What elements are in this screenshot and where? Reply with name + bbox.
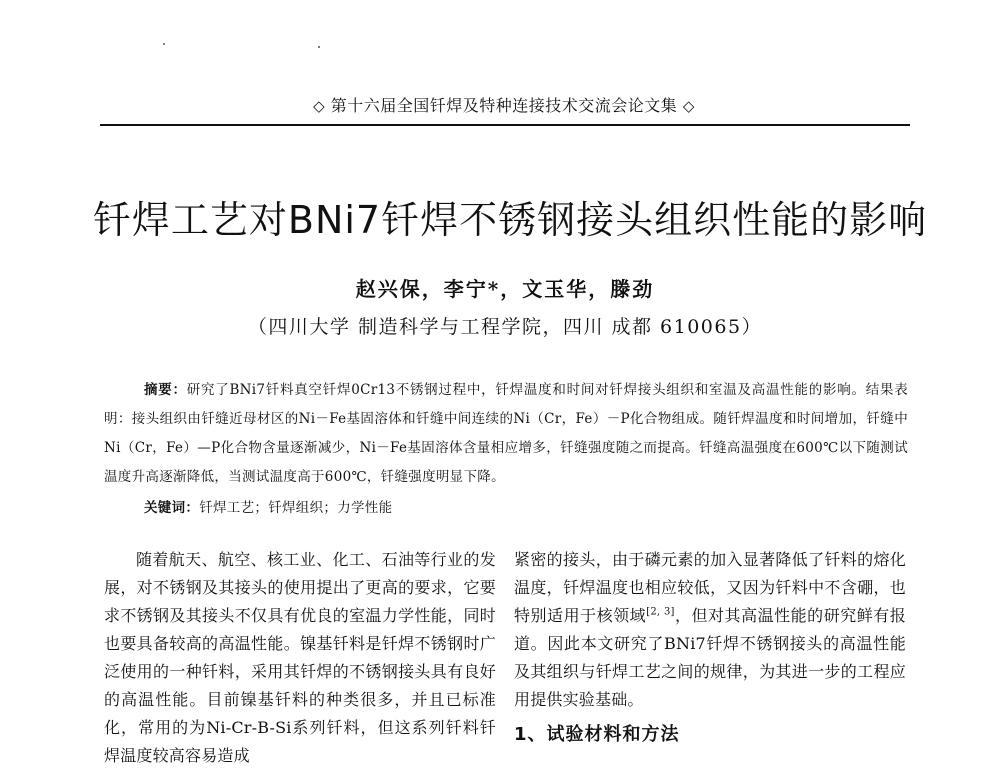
body-paragraph-continued: [514, 546, 906, 714]
reference-marker: [2, 3]: [646, 606, 675, 618]
body-column-right: [514, 546, 906, 750]
diamond-icon: ◇: [313, 97, 326, 115]
keywords-text: 钎焊工艺；钎焊组织；力学性能: [199, 500, 393, 516]
diamond-icon: ◇: [682, 97, 695, 115]
paper-title: 钎焊工艺对BNi7钎焊不锈钢接头组织性能的影响: [92, 198, 928, 242]
author-list: 赵兴保，李宁*，文玉华，滕劲: [355, 277, 655, 301]
keywords: [104, 496, 908, 520]
abstract: [104, 376, 908, 492]
scan-speck: [163, 43, 165, 45]
body-text: 紧密的接头，由于磷元素的加入显著降低了钎料的熔化温度，钎焊温度也相应较低，又因为钎料中不含硼，也特别适用于核领域: [514, 550, 906, 625]
affiliation: （四川大学 制造科学与工程学院，四川 成都 610065）: [247, 316, 763, 338]
keywords-label: 关键词：: [144, 500, 200, 516]
running-header: [100, 96, 908, 116]
body-paragraph: 随着航天、航空、核工业、化工、石油等行业的发展，对不锈钢及其接头的使用提出了更高的要求，它要求不锈钢及其接头不仅具有优良的室温力学性能，同时也要具备较高的高温性能。镍基钎料是钎焊不锈钢时广泛使用的一种钎料，采用其钎焊的不锈钢接头具有良好的高温性能。目前镍基钎料的种类很多，并且已标准化，常用的为Ni-Cr-B-Si系列钎料，但这系列钎料钎焊温度较高容易造成: [104, 550, 496, 765]
section-heading: 1、试验材料和方法: [514, 724, 680, 745]
running-header-text: 第十六届全国钎焊及特种连接技术交流会论文集: [330, 96, 678, 115]
body-text: ，但对其高温性能的研究鲜有报道。因此本文研究了BNi7钎焊不锈钢接头的高温性能及其组织与钎焊工艺之间的规律，为其进一步的工程应用提供实验基础。: [514, 606, 906, 709]
scan-speck: [318, 46, 320, 48]
header-rule: [100, 124, 910, 126]
abstract-text: 研究了BNi7钎料真空钎焊0Cr13不锈钢过程中，钎焊温度和时间对钎焊接头组织和室温及高温性能的影响。结果表明：接头组织由钎缝近母材区的Ni－Fe基固溶体和钎缝中间连续的Ni（Cr，Fe）－P化合物组成。随钎焊温度和时间增加，钎缝中Ni（Cr，Fe）—P化合物含量逐渐减少，Ni－Fe基固溶体含量相应增多，钎缝强度随之而提高。钎缝高温强度在600℃以下随测试温度升高逐渐降低，当测试温度高于600℃，钎缝强度明显下降。: [104, 382, 908, 485]
body-column-left: [104, 546, 496, 770]
abstract-label: 摘要：: [144, 382, 187, 398]
